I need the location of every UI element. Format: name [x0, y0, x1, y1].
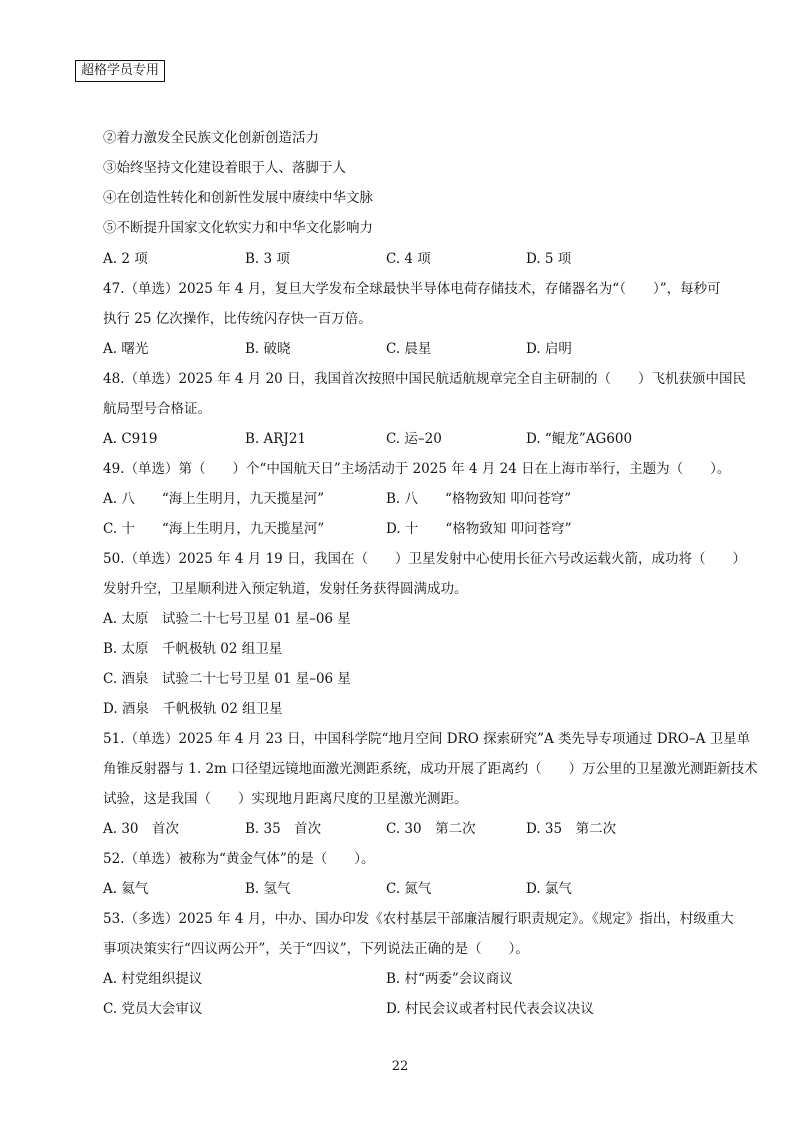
q50-stem-line2: 发射升空，卫星顺利进入预定轨道，发射任务获得圆满成功。	[103, 581, 468, 597]
q53-options-row1	[103, 969, 743, 989]
q53-stem-line2: 事项决策实行“四议两公开”，关于“四议”，下列说法正确的是（ ）。	[103, 941, 529, 957]
option-d: D. 酒泉 千帆极轨 02 组卫星	[103, 701, 283, 717]
option-c: C. 4 项	[386, 251, 431, 267]
option-b: B. 八 “格物致知 叩问苍穹”	[386, 491, 572, 507]
option-a: A. 氦气	[103, 881, 149, 897]
q46-options	[103, 249, 743, 269]
list-item: ③始终坚持文化建设着眼于人、落脚于人	[103, 160, 346, 176]
option-d: D. 5 项	[526, 251, 572, 267]
option-b: B. 太原 千帆极轨 02 组卫星	[103, 641, 283, 657]
option-a: A. 30 首次	[103, 821, 180, 837]
option-c: C. 酒泉 试验二十七号卫星 01 星–06 星	[103, 671, 351, 687]
option-d: D. 35 第二次	[526, 821, 617, 837]
option-c: C. 运–20	[386, 431, 442, 447]
option-d: D. 村民会议或者村民代表会议决议	[386, 1001, 594, 1017]
q53-stem-line1: 53.（多选）2025 年 4 月，中办、国办印发《农村基层干部廉洁履行职责规定》。《规定》指出，村级重大	[103, 911, 734, 927]
option-b: B. 35 首次	[245, 821, 322, 837]
option-b: B. 破晓	[245, 341, 291, 357]
option-a: A. 村党组织提议	[103, 971, 203, 987]
header-tag: 超格学员专用	[75, 60, 165, 82]
q47-stem-line2: 执行 25 亿次操作，比传统闪存快一百万倍。	[103, 311, 372, 327]
q48-options	[103, 429, 743, 449]
q48-stem-line1: 48.（单选）2025 年 4 月 20 日，我国首次按照中国民航适航规章完全自主研制的（ ）飞机获颁中国民	[103, 371, 747, 387]
q51-options	[103, 819, 743, 839]
option-b: B. ARJ21	[245, 431, 307, 447]
list-item: ②着力激发全民族文化创新创造活力	[103, 130, 319, 146]
q50-stem-line1: 50.（单选）2025 年 4 月 19 日，我国在（ ）卫星发射中心使用长征六号改运载火箭，成功将（ ）	[103, 551, 747, 567]
list-item: ④在创造性转化和创新性发展中赓续中华文脉	[103, 190, 373, 206]
option-a: A. 2 项	[103, 251, 148, 267]
option-b: B. 氢气	[245, 881, 291, 897]
q49-options-row2	[103, 519, 743, 539]
option-d: D. 十 “格物致知 叩问苍穹”	[386, 521, 572, 537]
option-b: B. 村“两委”会议商议	[386, 971, 513, 987]
q51-stem-line1: 51.（单选）2025 年 4 月 23 日，中国科学院“地月空间 DRO 探索研究”A 类先导专项通过 DRO–A 卫星单	[103, 731, 751, 747]
page-number: 22	[391, 1059, 409, 1074]
q48-stem-line2: 航局型号合格证。	[103, 401, 211, 417]
option-a: A. C919	[103, 431, 158, 447]
option-c: C. 党员大会审议	[103, 1001, 203, 1017]
option-d: D. “鲲龙”AG600	[526, 431, 633, 447]
option-c: C. 30 第二次	[386, 821, 476, 837]
option-d: D. 氯气	[526, 881, 572, 897]
q47-options	[103, 339, 743, 359]
q52-stem-line1: 52.（单选）被称为“黄金气体”的是（ ）。	[103, 851, 375, 867]
q52-options	[103, 879, 743, 899]
q49-stem-line1: 49.（单选）第（ ）个“中国航天日”主场活动于 2025 年 4 月 24 日在上海市举行，主题为（ ）。	[103, 461, 731, 477]
option-a: A. 曙光	[103, 341, 149, 357]
list-item: ⑤不断提升国家文化软实力和中华文化影响力	[103, 220, 373, 236]
option-d: D. 启明	[526, 341, 572, 357]
q49-options-row1	[103, 489, 743, 509]
option-a: A. 太原 试验二十七号卫星 01 星–06 星	[103, 611, 351, 627]
option-c: C. 十 “海上生明月，九天揽星河”	[103, 521, 325, 537]
q51-stem-line2: 角锥反射器与 1. 2m 口径望远镜地面激光测距系统，成功开展了距离约（ ）万公里的卫星激光测距新技术	[103, 761, 758, 777]
option-b: B. 3 项	[245, 251, 290, 267]
option-c: C. 晨星	[386, 341, 432, 357]
q51-stem-line3: 试验，这是我国（ ）实现地月距离尺度的卫星激光测距。	[103, 791, 468, 807]
q53-options-row2	[103, 999, 743, 1019]
option-c: C. 氮气	[386, 881, 432, 897]
option-a: A. 八 “海上生明月，九天揽星河”	[103, 491, 325, 507]
q47-stem-line1: 47.（单选）2025 年 4 月，复旦大学发布全球最快半导体电荷存储技术，存储器名为“（ ）”，每秒可	[103, 281, 721, 297]
